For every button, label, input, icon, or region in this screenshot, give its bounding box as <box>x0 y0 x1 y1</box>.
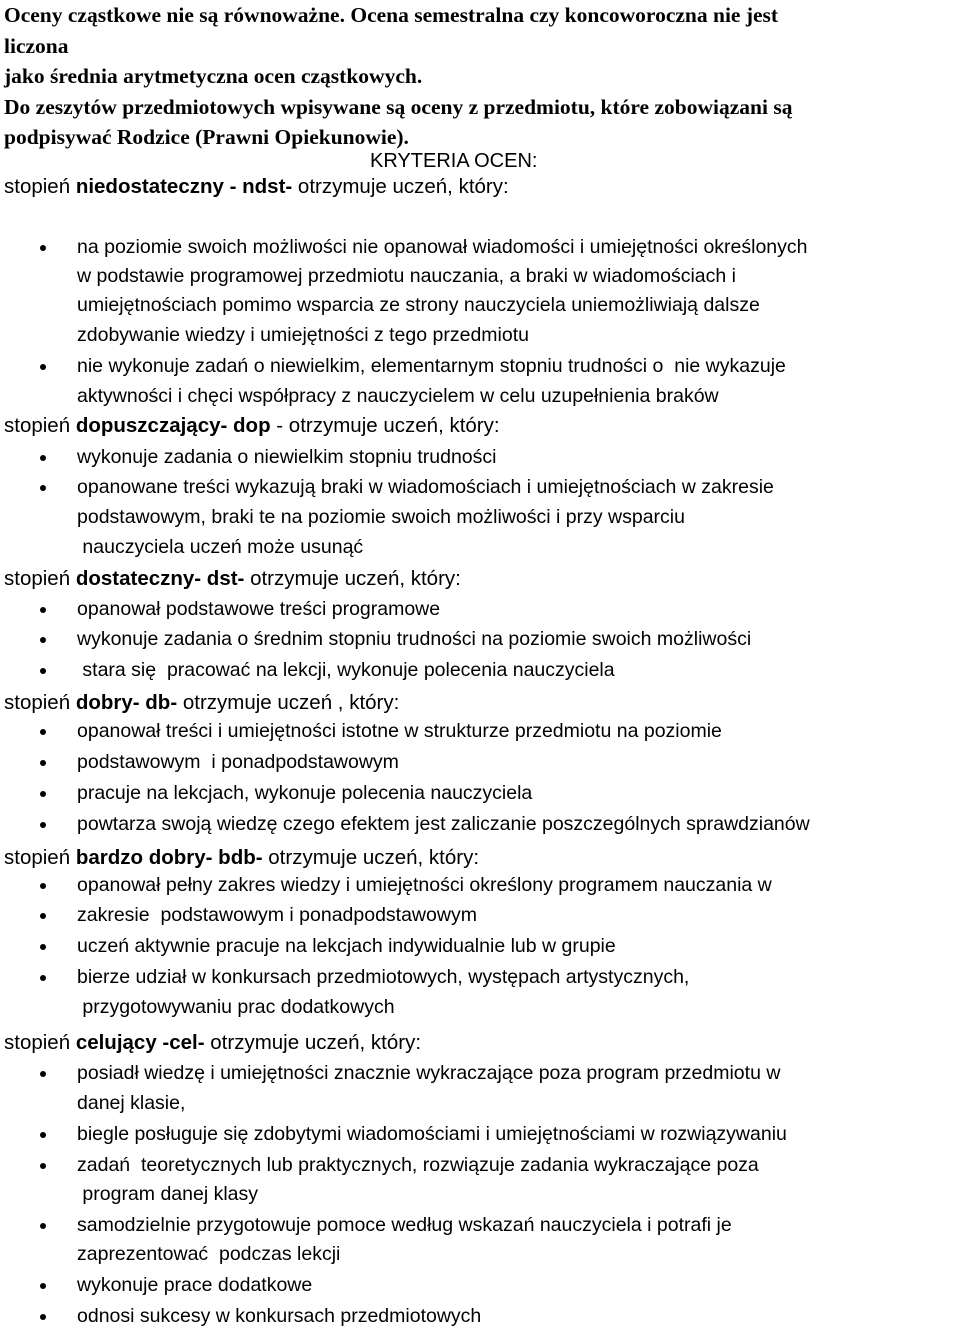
list-item-line: uczeń aktywnie pracuje na lekcjach indywidualnie lub w grupie <box>77 935 616 957</box>
grade-name: niedostateczny - ndst- <box>75 175 293 198</box>
grade-prefix: stopień <box>4 846 76 869</box>
grade-suffix: - otrzymuje uczeń, który: <box>270 414 500 437</box>
grade-heading <box>4 845 479 871</box>
intro-line: Oceny cząstkowe nie są równoważne. Ocena semestralna czy koncoworoczna nie jest <box>4 3 779 27</box>
grade-prefix: stopień <box>4 1031 76 1054</box>
list-item-line: na poziomie swoich możliwości nie opanował wiadomości i umiejętności określonych <box>77 236 808 258</box>
list-item-line: stara się pracować na lekcji, wykonuje polecenia nauczyciela <box>77 659 615 681</box>
list-item-line: opanował podstawowe treści programowe <box>77 598 441 620</box>
list-item-line: nie wykonuje zadań o niewielkim, elementarnym stopniu trudności o nie wykazuje <box>77 355 786 377</box>
list-item-line: opanowane treści wykazują braki w wiadomościach i umiejętnościach w zakresie <box>77 476 774 498</box>
bullet-icon <box>40 1163 46 1169</box>
list-item-line: powtarza swoją wiedzę czego efektem jest zaliczanie poszczególnych sprawdzianów <box>77 813 810 835</box>
list-item-line: program danej klasy <box>77 1183 259 1205</box>
grade-prefix: stopień <box>4 414 76 437</box>
bullet-icon <box>40 455 46 461</box>
grade-heading <box>4 1030 421 1056</box>
bullet-icon <box>40 637 46 643</box>
bullet-icon <box>40 1283 46 1289</box>
bullet-icon <box>40 1314 46 1320</box>
bullet-icon <box>40 245 46 251</box>
bullet-icon <box>40 944 46 950</box>
grade-heading <box>4 690 399 716</box>
list-item-line: przygotowywaniu prac dodatkowych <box>77 996 395 1018</box>
list-item-line: aktywności i chęci współpracy z nauczycielem w celu uzupełnienia braków <box>77 385 719 407</box>
criteria-heading: KRYTERIA OCEN: <box>370 150 538 172</box>
bullet-icon <box>40 760 46 766</box>
grade-name: bardzo dobry- bdb- <box>75 846 263 869</box>
bullet-icon <box>40 883 46 889</box>
list-item-line: samodzielnie przygotowuje pomoce według wskazań nauczyciela i potrafi je <box>77 1214 732 1236</box>
grade-name: celujący -cel- <box>75 1031 205 1054</box>
intro-line: podpisywać Rodzice (Prawni Opiekunowie). <box>4 125 409 149</box>
list-item-line: zdobywanie wiedzy i umiejętności z tego przedmiotu <box>77 324 529 346</box>
list-item-line: podstawowym, braki te na poziomie swoich możliwości i przy wsparciu <box>77 506 685 528</box>
list-item-line: podstawowym i ponadpodstawowym <box>77 751 399 773</box>
grade-name: dostateczny- dst- <box>75 567 245 590</box>
grade-suffix: otrzymuje uczeń, który: <box>204 1031 422 1054</box>
list-item-line: opanował pełny zakres wiedzy i umiejętności określony programem nauczania w <box>77 874 772 896</box>
list-item-line: pracuje na lekcjach, wykonuje polecenia nauczyciela <box>77 782 533 804</box>
intro-paragraph <box>4 0 954 153</box>
bullet-icon <box>40 1132 46 1138</box>
list-item-line: odnosi sukcesy w konkursach przedmiotowych <box>77 1305 482 1327</box>
list-item-line: zadań teoretycznych lub praktycznych, rozwiązuje zadania wykraczające poza <box>77 1154 759 1176</box>
intro-line: jako średnia arytmetyczna ocen cząstkowych. <box>4 64 423 88</box>
grade-prefix: stopień <box>4 567 76 590</box>
bullet-icon <box>40 1071 46 1077</box>
list-item-line: umiejętnościach pomimo wsparcia ze strony nauczyciela uniemożliwiają dalsze <box>77 294 760 316</box>
grade-heading <box>4 174 509 200</box>
list-item-line: opanował treści i umiejętności istotne w strukturze przedmiotu na poziomie <box>77 720 722 742</box>
list-item-line: zakresie podstawowym i ponadpodstawowym <box>77 904 477 926</box>
bullet-icon <box>40 822 46 828</box>
grade-suffix: otrzymuje uczeń, który: <box>262 846 480 869</box>
list-item-line: bierze udział w konkursach przedmiotowych, występach artystycznych, <box>77 966 690 988</box>
bullet-icon <box>40 485 46 491</box>
grade-prefix: stopień <box>4 175 76 198</box>
bullet-icon <box>40 975 46 981</box>
intro-line: liczona <box>4 33 69 58</box>
list-item-line: danej klasie, <box>77 1092 186 1114</box>
bullet-icon <box>40 913 46 919</box>
grade-name: dopuszczający- dop <box>75 414 271 437</box>
grade-name: dobry- db- <box>75 691 178 714</box>
list-item-line: wykonuje zadania o średnim stopniu trudności na poziomie swoich możliwości <box>77 628 752 650</box>
list-item-line: biegle posługuje się zdobytymi wiadomościami i umiejętnościami w rozwiązywaniu <box>77 1123 787 1145</box>
list-item-line: nauczyciela uczeń może usunąć <box>77 536 364 558</box>
list-item-line: zaprezentować podczas lekcji <box>77 1243 341 1265</box>
grade-prefix: stopień <box>4 691 76 714</box>
bullet-icon <box>40 668 46 674</box>
list-item-line: wykonuje zadania o niewielkim stopniu trudności <box>77 446 497 468</box>
grade-heading <box>4 566 461 592</box>
grade-heading <box>4 413 500 439</box>
bullet-icon <box>40 1223 46 1229</box>
bullet-icon <box>40 607 46 613</box>
bullet-icon <box>40 729 46 735</box>
list-item-line: wykonuje prace dodatkowe <box>77 1274 313 1296</box>
list-item-line: w podstawie programowej przedmiotu nauczania, a braki w wiadomościach i <box>77 265 736 287</box>
grade-suffix: otrzymuje uczeń , który: <box>177 691 400 714</box>
bullet-icon <box>40 364 46 370</box>
bullet-icon <box>40 791 46 797</box>
grade-suffix: otrzymuje uczeń, który: <box>244 567 461 590</box>
list-item-line: posiadł wiedzę i umiejętności znacznie wykraczające poza program przedmiotu w <box>77 1062 781 1084</box>
grade-suffix: otrzymuje uczeń, który: <box>292 175 509 198</box>
intro-line: Do zeszytów przedmiotowych wpisywane są oceny z przedmiotu, które zobowiązani są <box>4 94 793 119</box>
